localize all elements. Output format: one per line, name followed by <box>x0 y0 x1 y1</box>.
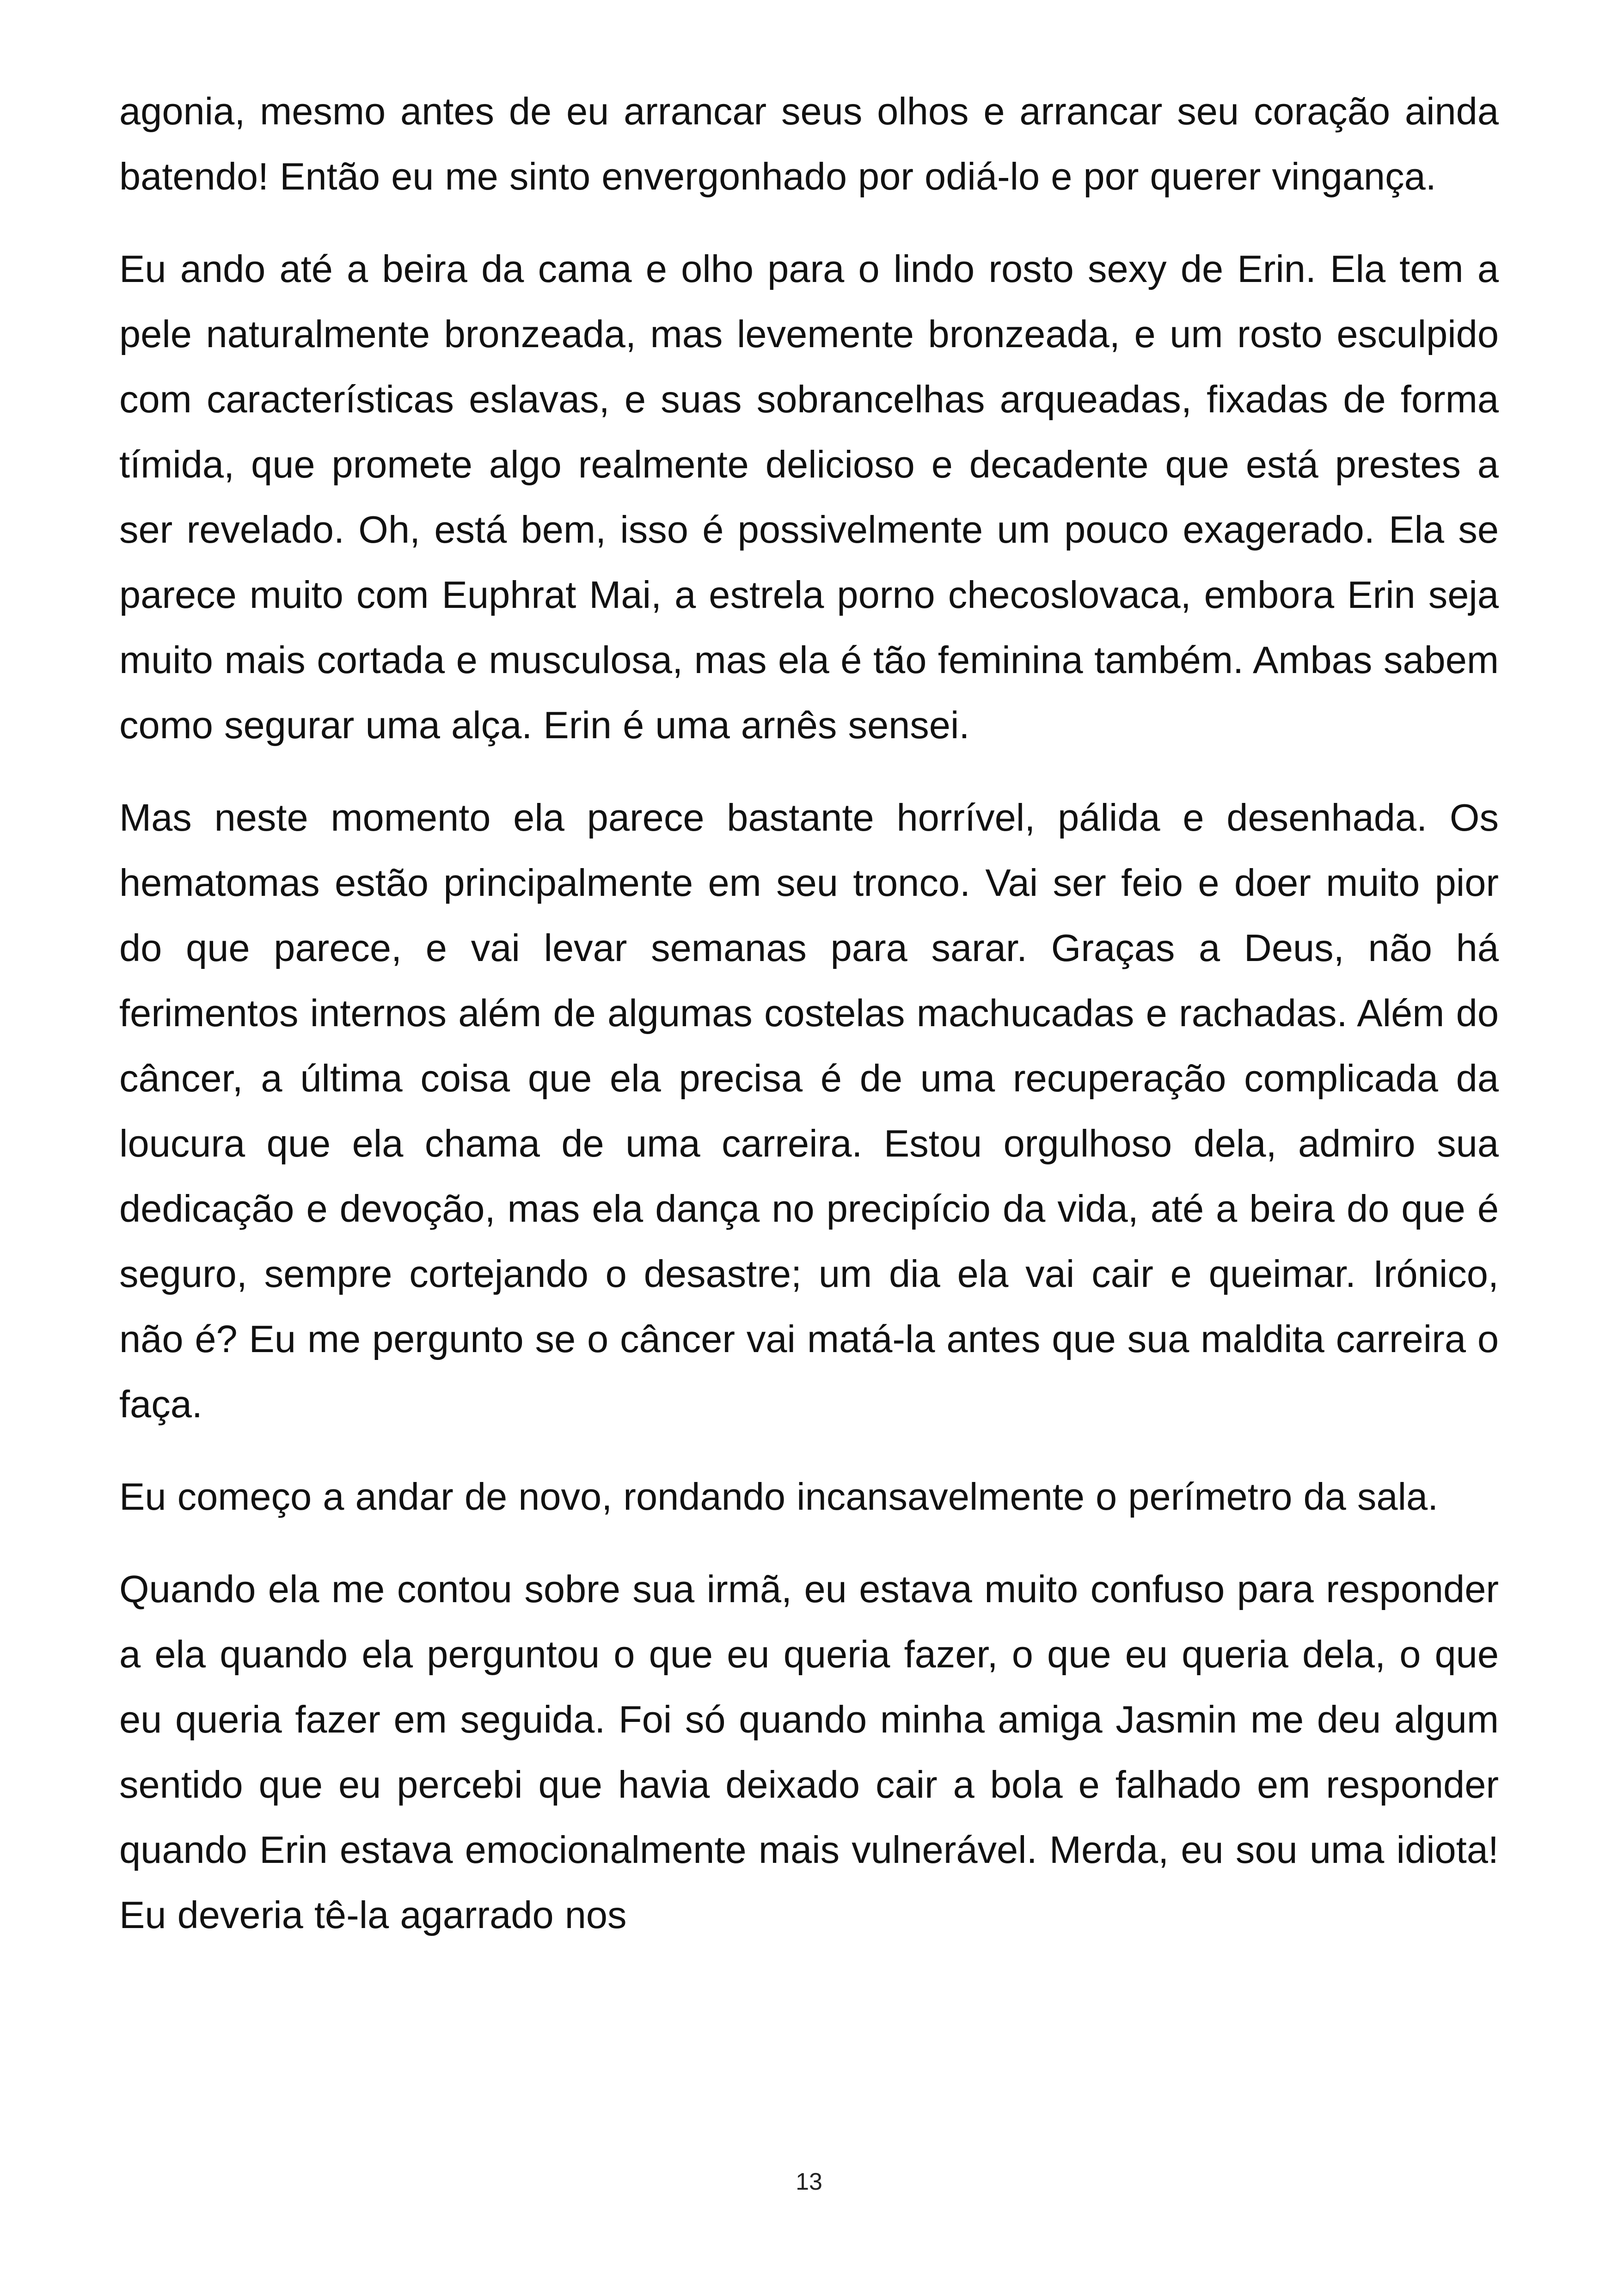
paragraph-3: Mas neste momento ela parece bastante horrível, pálida e desenhada. Os hematomas estão principalmente em seu tronco. Vai ser feio e doer muito pior do que parece, e vai levar semanas para sarar. Graças a Deus, não há ferimentos internos além de algumas costelas machucadas e rachadas. Além do câncer, a última coisa que ela precisa é de uma recuperação complicada da loucura que ela chama de uma carreira. Estou orgulhoso dela, admiro sua dedicação e devoção, mas ela dança no precipício da vida, até a beira do que é seguro, sempre cortejando o desastre; um dia ela vai cair e queimar. Irónico, não é? Eu me pergunto se o câncer vai matá-la antes que sua maldita carreira o faça. <box>119 796 1499 1426</box>
page-number: 13 <box>796 2168 822 2195</box>
paragraph-4: Eu começo a andar de novo, rondando incansavelmente o perímetro da sala. <box>119 1475 1439 1518</box>
paragraph-2: Eu ando até a beira da cama e olho para o lindo rosto sexy de Erin. Ela tem a pele naturalmente bronzeada, mas levemente bronzeada, e um rosto esculpido com características eslavas, e suas sobrancelhas arqueadas, fixadas de forma tímida, que promete algo realmente delicioso e decadente que está prestes a ser revelado. Oh, está bem, isso é possivelmente um pouco exagerado. Ela se parece muito com Euphrat Mai, a estrela porno checoslovaca, embora Erin seja muito mais cortada e musculosa, mas ela é tão feminina também. Ambas sabem como segurar uma alça. Erin é uma arnês sensei. <box>119 247 1499 747</box>
body-text <box>119 79 1499 1947</box>
paragraph-5: Quando ela me contou sobre sua irmã, eu estava muito confuso para responder a ela quando ela perguntou o que eu queria fazer, o que eu queria dela, o que eu queria fazer em seguida. Foi só quando minha amiga Jasmin me deu algum sentido que eu percebi que havia deixado cair a bola e falhado em responder quando Erin estava emocionalmente mais vulnerável. Merda, eu sou uma idiota! Eu deveria tê-la agarrado nos <box>119 1567 1499 1936</box>
paragraph-1: agonia, mesmo antes de eu arrancar seus olhos e arrancar seu coração ainda batendo! Então eu me sinto envergonhado por odiá-lo e por querer vingança. <box>119 90 1499 198</box>
